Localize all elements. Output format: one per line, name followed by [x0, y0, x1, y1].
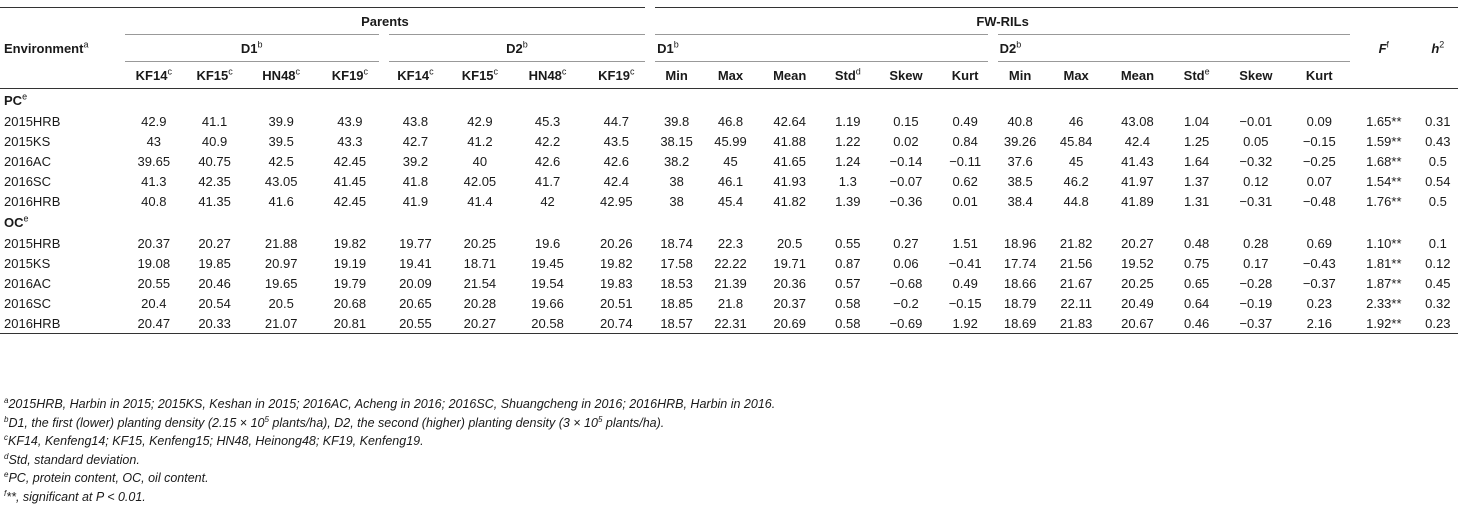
table-cell: 1.76** [1366, 193, 1402, 209]
table-cell: −0.07 [889, 173, 923, 189]
table-cell: 0.49 [952, 275, 978, 291]
table-cell: 19.52 [1121, 255, 1154, 271]
table-cell: 43.3 [337, 133, 363, 149]
table-cell: 42.9 [467, 113, 493, 129]
table-cell: 42.5 [268, 153, 294, 169]
table-cell: −0.48 [1302, 193, 1336, 209]
table-cell: 18.66 [1003, 275, 1037, 291]
footnotes [4, 395, 775, 507]
table-cell: 20.97 [264, 255, 298, 271]
column-header: Kurt [1305, 67, 1333, 83]
table-cell: 42.05 [463, 173, 497, 189]
table-cell: 43.5 [603, 133, 629, 149]
table-cell: 20.28 [463, 295, 497, 311]
table-cell: 1.92** [1350, 313, 1418, 334]
table-cell: 42.4 [603, 173, 629, 189]
table-cell: 41.7 [534, 173, 561, 189]
table-cell: 20.65 [399, 295, 432, 311]
table-cell: 42.6 [534, 153, 561, 169]
table-row [0, 253, 1458, 273]
table-cell: 45.99 [714, 133, 747, 149]
column-header: KF14$^c$ [135, 66, 172, 83]
table-cell: 1.10** [1366, 235, 1402, 251]
table-cell: 1.37 [1183, 173, 1210, 189]
table-cell: 19.45 [531, 255, 564, 271]
table-cell: 0.17 [1243, 255, 1269, 271]
table-cell: 41.93 [773, 173, 806, 189]
column-header: Max [1063, 67, 1089, 83]
table-cell: 41.43 [1121, 153, 1154, 169]
column-header: KF19$^c$ [598, 66, 635, 83]
table-cell: 20.27 [1121, 235, 1154, 251]
column-header: KF15$^c$ [461, 66, 499, 83]
table-cell: 42.95 [600, 193, 633, 209]
table-cell: 41.1 [201, 113, 228, 129]
footnote: $^a$2015HRB, Harbin in 2015; 2015KS, Keshan in 2015; 2016AC, Acheng in 2016; 2016SC, Shuangcheng in 2016; 2016HRB, Harbin in 2016. [4, 395, 776, 411]
table-cell: 1.24 [835, 153, 861, 169]
table-cell: 20.27 [447, 313, 513, 334]
table-cell: 0.69 [1306, 235, 1332, 251]
footnote: $^c$KF14, Kenfeng14; KF15, Kenfeng15; HN48, Heinong48; KF19, Kenfeng19. [4, 433, 424, 449]
table-cell: 0.46 [1170, 313, 1223, 334]
row-environment: 2016SC [4, 173, 51, 189]
table-cell: 42.2 [534, 133, 561, 149]
table-cell: 20.49 [1121, 295, 1154, 311]
table-cell: 18.53 [660, 275, 693, 291]
table-cell: 21.56 [1059, 255, 1093, 271]
table-cell: 1.68** [1366, 153, 1402, 169]
data-table [0, 7, 1458, 334]
table-cell: 2.33** [1366, 295, 1402, 311]
table-cell: 43.08 [1121, 113, 1154, 129]
table-cell: 39.2 [402, 153, 429, 169]
table-cell: 37.6 [1007, 153, 1033, 169]
table-cell: 41.88 [773, 133, 806, 149]
table-cell: 19.71 [773, 255, 806, 271]
table-cell: 39.26 [1003, 133, 1037, 149]
table-cell: 40.8 [141, 193, 167, 209]
row-environment: 2015HRB [4, 235, 61, 251]
table-cell: −0.01 [1239, 113, 1273, 129]
table-cell: 39.9 [268, 113, 294, 129]
table-cell: 0.57 [835, 275, 861, 291]
table-cell: −0.28 [1239, 275, 1273, 291]
table-cell: 19.83 [600, 275, 633, 291]
table-cell: 46.1 [717, 173, 744, 189]
table-cell: 20.55 [384, 313, 447, 334]
table-row [0, 131, 1458, 151]
table-cell: 17.74 [1003, 255, 1037, 271]
footnote: $^d$Std, standard deviation. [4, 451, 140, 467]
table-cell: 0.58 [835, 295, 861, 311]
table-cell: 20.5 [777, 235, 803, 251]
table-cell: 38.5 [1007, 173, 1033, 189]
table-cell: 19.82 [333, 235, 367, 251]
table-cell: 38.2 [663, 153, 690, 169]
table-cell: 20.55 [137, 275, 171, 291]
table-cell: 42.64 [773, 113, 806, 129]
rils-d2-header: D2$^b$ [993, 35, 1350, 62]
table-cell: 42.7 [402, 133, 429, 149]
table-cell: 19.54 [531, 275, 564, 291]
table-cell: 45.4 [717, 193, 744, 209]
table-cell: 0.15 [893, 113, 919, 129]
table-cell: 22.3 [717, 235, 744, 251]
table-cell: 0.75 [1183, 255, 1210, 271]
table-row [0, 111, 1458, 131]
table-cell: 44.7 [603, 113, 629, 129]
column-header: KF19$^c$ [331, 66, 369, 83]
table-cell: 41.4 [467, 193, 493, 209]
table-cell: 39.5 [268, 133, 294, 149]
table-cell: 20.74 [582, 313, 650, 334]
table-row [0, 171, 1458, 191]
table-cell: 20.27 [198, 235, 231, 251]
table-cell: 40.75 [198, 153, 231, 169]
table-cell: 1.3 [838, 173, 857, 189]
table-cell: 0.05 [1243, 133, 1269, 149]
table-cell: 1.54** [1366, 173, 1402, 189]
table-cell: −0.37 [1223, 313, 1289, 334]
table-cell: 19.65 [264, 275, 298, 291]
table-cell: 42.4 [1124, 133, 1151, 149]
table-cell: −0.15 [1302, 133, 1336, 149]
table-cell: 44.8 [1063, 193, 1089, 209]
row-environment: 2016HRB [4, 193, 61, 209]
table-cell: −0.69 [874, 313, 937, 334]
table-cell: 43.8 [402, 113, 429, 129]
f-header: $F^f$ [1378, 39, 1390, 56]
table-cell: 41.8 [402, 173, 429, 189]
table-cell: 43.9 [337, 113, 363, 129]
table-cell: 19.6 [534, 235, 561, 251]
table-cell: 20.46 [198, 275, 231, 291]
table-cell: 42.35 [198, 173, 231, 189]
table-cell: 0.48 [1183, 235, 1210, 251]
table-cell: 1.39 [835, 193, 861, 209]
table-cell: 19.79 [333, 275, 367, 291]
table-cell: 41.97 [1121, 173, 1154, 189]
table-cell: 1.87** [1366, 275, 1402, 291]
column-header: KF14$^c$ [397, 66, 434, 83]
table-cell: 0.5 [1428, 153, 1447, 169]
footnote: $^f$**, significant at P < 0.01. [4, 488, 146, 504]
table-cell: 17.58 [660, 255, 693, 271]
table-cell: 0.43 [1425, 133, 1451, 149]
table-cell: 0.31 [1425, 113, 1451, 129]
table-cell: 46.8 [717, 113, 744, 129]
table-cell: −0.43 [1302, 255, 1336, 271]
table-cell: −0.41 [948, 255, 982, 271]
table-cell: −0.19 [1239, 295, 1273, 311]
table-cell: 0.87 [835, 255, 861, 271]
table-cell: 1.25 [1183, 133, 1210, 149]
table-cell: 0.12 [1425, 255, 1451, 271]
table-cell: 43 [146, 133, 162, 149]
table-cell: 19.82 [600, 255, 633, 271]
table-row [0, 293, 1458, 313]
footnote: $^b$D1, the first (lower) planting density ($2.15 \times 10^5$ plants/ha), D2, the second (higher) planting density ($3 \times 10^5$ plants/ha). [4, 414, 665, 430]
table-cell: −0.15 [948, 295, 982, 311]
column-header: Min [1008, 67, 1032, 83]
table-row [0, 233, 1458, 253]
table-cell: 40.9 [201, 133, 228, 149]
environment-header: Environment$^a$ [4, 39, 89, 56]
column-header: Max [717, 67, 744, 83]
footnote: $^e$PC, protein content, OC, oil content. [4, 470, 209, 486]
table-cell: 19.77 [399, 235, 432, 251]
table-cell: 20.67 [1105, 313, 1171, 334]
table-cell: 19.08 [137, 255, 171, 271]
parents-header: Parents [125, 8, 650, 35]
table-cell: 20.25 [463, 235, 497, 251]
table-cell: 42.6 [603, 153, 629, 169]
table-cell: 21.82 [1059, 235, 1093, 251]
table-cell: 46 [1068, 113, 1084, 129]
table-cell: 22.31 [703, 313, 758, 334]
section-label: $PC^e$ [4, 91, 28, 108]
table-cell: 1.19 [835, 113, 861, 129]
table-cell: 45.84 [1059, 133, 1093, 149]
row-environment: 2015HRB [4, 113, 61, 129]
table-cell: 18.96 [1003, 235, 1037, 251]
table-cell: 21.88 [264, 235, 298, 251]
table-cell: −0.25 [1302, 153, 1336, 169]
table-cell: 20.25 [1121, 275, 1154, 291]
rils-d1-header: D1$^b$ [650, 35, 992, 62]
table-cell: 0.06 [893, 255, 919, 271]
table-row [0, 151, 1458, 171]
table-cell: 22.11 [1060, 295, 1092, 311]
table-cell: 0.62 [952, 173, 978, 189]
section-label: $OC^e$ [4, 213, 29, 230]
table-cell: 20.4 [141, 295, 167, 311]
table-cell: 38 [669, 193, 684, 209]
table-cell: 21.67 [1059, 275, 1093, 291]
table-cell: 18.71 [463, 255, 497, 271]
table-cell: 21.07 [246, 313, 316, 334]
table-cell: 21.54 [463, 275, 497, 291]
table-cell: 22.22 [714, 255, 747, 271]
table-cell: 41.9 [402, 193, 429, 209]
table-cell: 20.37 [773, 295, 806, 311]
table-cell: 20.81 [316, 313, 384, 334]
table-cell: 0.65 [1183, 275, 1210, 291]
section-row [0, 211, 1458, 233]
table-row [0, 191, 1458, 211]
table-cell: 19.19 [333, 255, 367, 271]
table-cell: −0.14 [889, 153, 923, 169]
column-header: Skew [889, 67, 923, 83]
table-cell: 1.51 [952, 235, 978, 251]
column-header: Std$^e$ [1183, 66, 1210, 83]
table-cell: 41.89 [1121, 193, 1154, 209]
table-cell: 38.4 [1007, 193, 1033, 209]
table-cell: 0.07 [1306, 173, 1332, 189]
table-cell: 42.45 [333, 193, 367, 209]
table-cell: 46.2 [1063, 173, 1089, 189]
table-cell: 41.82 [773, 193, 806, 209]
column-header: Mean [773, 67, 807, 83]
table-cell: 0.64 [1183, 295, 1210, 311]
table-cell: 0.49 [952, 113, 978, 129]
column-header: Mean [1120, 67, 1155, 83]
table-cell: 38 [669, 173, 684, 189]
table-cell: 20.68 [333, 295, 367, 311]
table-cell: 21.83 [1048, 313, 1105, 334]
table-cell: −0.31 [1239, 193, 1273, 209]
row-environment: 2016SC [4, 295, 51, 311]
table-cell: 0.55 [835, 235, 861, 251]
column-header: Min [665, 67, 688, 83]
table-row [0, 273, 1458, 293]
table-cell: 18.79 [1003, 295, 1037, 311]
row-environment: 2015KS [4, 255, 51, 271]
table-cell: 0.84 [952, 133, 978, 149]
table-cell: 18.74 [660, 235, 693, 251]
table-cell: 42.45 [333, 153, 367, 169]
table-cell: 0.54 [1425, 173, 1451, 189]
column-header: Std$^d$ [834, 66, 861, 83]
fw-rils-header: FW-RILs [650, 8, 1350, 35]
table-cell: 41.35 [198, 193, 231, 209]
table-cell: 0.58 [821, 313, 874, 334]
column-header: Skew [1239, 67, 1273, 83]
table-cell: 0.32 [1425, 295, 1451, 311]
table-cell: 1.92 [938, 313, 993, 334]
column-header: HN48$^c$ [262, 66, 301, 83]
table-cell: 40.8 [1007, 113, 1033, 129]
table-cell: 45 [1068, 153, 1084, 169]
table-row [0, 313, 1458, 334]
table-cell: −0.11 [949, 153, 982, 169]
table-cell: 0.02 [893, 133, 919, 149]
table-cell: 0.5 [1428, 193, 1447, 209]
table-cell: −0.36 [889, 193, 923, 209]
table-cell: 20.58 [513, 313, 583, 334]
table-cell: 21.8 [717, 295, 744, 311]
table-cell: 0.28 [1243, 235, 1269, 251]
row-environment: 2016HRB [0, 313, 125, 334]
table-cell: −0.68 [889, 275, 923, 291]
table-cell: 18.85 [660, 295, 693, 311]
table-cell: 1.81** [1366, 255, 1402, 271]
table-cell: 20.37 [137, 235, 171, 251]
table-cell: 1.65** [1366, 113, 1402, 129]
table-cell: 18.69 [993, 313, 1048, 334]
table-cell: 1.31 [1183, 193, 1210, 209]
table-cell: 19.41 [399, 255, 432, 271]
table-cell: 42 [540, 193, 555, 209]
row-environment: 2016AC [4, 275, 51, 291]
table-cell: 20.26 [600, 235, 633, 251]
table-cell: 20.47 [125, 313, 183, 334]
table-cell: 1.04 [1183, 113, 1210, 129]
table-cell: 0.23 [1418, 313, 1458, 334]
table-cell: 21.39 [714, 275, 747, 291]
section-row [0, 89, 1458, 112]
table-cell: 0.09 [1306, 113, 1332, 129]
table-cell: 20.69 [758, 313, 821, 334]
table-cell: 0.01 [952, 193, 978, 209]
table-cell: 0.1 [1428, 235, 1447, 251]
row-environment: 2016AC [4, 153, 51, 169]
table-cell: 41.3 [141, 173, 167, 189]
table-cell: 41.6 [268, 193, 294, 209]
table-cell: −0.37 [1302, 275, 1336, 291]
table-cell: 19.66 [531, 295, 564, 311]
table-cell: 43.05 [264, 173, 298, 189]
table-cell: 1.59** [1366, 133, 1402, 149]
table-cell: 19.85 [198, 255, 231, 271]
table-cell: 0.27 [893, 235, 919, 251]
table-cell: 39.65 [137, 153, 171, 169]
table-cell: 0.12 [1243, 173, 1269, 189]
table-cell: −0.32 [1239, 153, 1273, 169]
table-cell: 1.64 [1183, 153, 1210, 169]
table-cell: 20.36 [773, 275, 806, 291]
table-cell: 18.57 [650, 313, 703, 334]
table-cell: 41.2 [467, 133, 493, 149]
table-cell: 0.45 [1425, 275, 1451, 291]
parents-d2-header: D2$^b$ [384, 35, 650, 62]
row-environment: 2015KS [4, 133, 51, 149]
table-cell: 1.22 [835, 133, 861, 149]
table-cell: 40 [472, 153, 488, 169]
column-header: KF15$^c$ [196, 66, 233, 83]
h2-header: $h^2$ [1431, 39, 1445, 56]
table-cell: 20.51 [600, 295, 633, 311]
table-cell: 0.23 [1306, 295, 1332, 311]
table-cell: 39.8 [663, 113, 690, 129]
table-cell: 41.65 [773, 153, 806, 169]
table-cell: 20.09 [399, 275, 432, 291]
table-cell: −0.2 [893, 295, 919, 311]
table-cell: 45 [723, 153, 738, 169]
table-cell: 20.33 [183, 313, 246, 334]
table-cell: 38.15 [660, 133, 693, 149]
column-header: HN48$^c$ [528, 66, 567, 83]
table-cell: 42.9 [141, 113, 167, 129]
table-cell: 20.54 [198, 295, 231, 311]
table-cell: 2.16 [1289, 313, 1350, 334]
table-cell: 20.5 [268, 295, 294, 311]
table-cell: 41.45 [333, 173, 367, 189]
parents-d1-header: D1$^b$ [125, 35, 384, 62]
table-cell: 45.3 [534, 113, 561, 129]
column-header: Kurt [951, 67, 979, 83]
